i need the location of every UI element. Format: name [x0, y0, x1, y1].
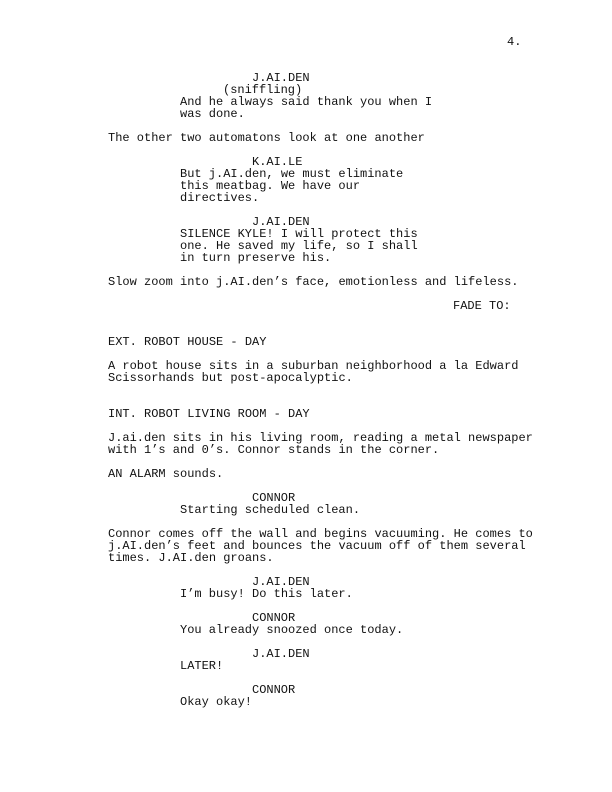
dialogue-line: And he always said thank you when I — [180, 95, 433, 109]
action-line: AN ALARM sounds. — [108, 467, 224, 481]
parenthetical: (sniffling) — [223, 83, 303, 97]
dialogue-line: But j.AI.den, we must eliminate — [180, 167, 404, 181]
dialogue-line: in turn preserve his. — [180, 251, 332, 265]
action-line: times. J.AI.den groans. — [108, 551, 274, 565]
action-line: Slow zoom into j.AI.den’s face, emotionless and lifeless. — [108, 275, 519, 289]
transition: FADE TO: — [453, 299, 511, 313]
action-line: J.ai.den sits in his living room, reading a metal newspaper — [108, 431, 533, 445]
dialogue-line: directives. — [180, 191, 260, 205]
dialogue-line: You already snoozed once today. — [180, 623, 404, 637]
dialogue-line: this meatbag. We have our — [180, 179, 361, 193]
action-line: A robot house sits in a suburban neighborhood a la Edward — [108, 359, 519, 373]
character-name: CONNOR — [252, 683, 296, 697]
scene-heading: INT. ROBOT LIVING ROOM - DAY — [108, 407, 310, 421]
dialogue-line: SILENCE KYLE! I will protect this — [180, 227, 418, 241]
page-number: 4. — [507, 35, 522, 49]
character-name: CONNOR — [252, 611, 296, 625]
character-name: CONNOR — [252, 491, 296, 505]
character-name: J.AI.DEN — [252, 575, 310, 589]
action-line: with 1’s and 0’s. Connor stands in the corner. — [108, 443, 440, 457]
character-name: K.AI.LE — [252, 155, 303, 169]
dialogue-line: Okay okay! — [180, 695, 253, 709]
action-line: j.AI.den’s feet and bounces the vacuum off of them several — [108, 539, 526, 553]
action-line: Scissorhands but post-apocalyptic. — [108, 371, 353, 385]
character-name: J.AI.DEN — [252, 71, 310, 85]
dialogue-line: LATER! — [180, 659, 224, 673]
dialogue-line: I’m busy! Do this later. — [180, 587, 353, 601]
dialogue-line: was done. — [180, 107, 245, 121]
action-line: Connor comes off the wall and begins vacuuming. He comes to — [108, 527, 533, 541]
dialogue-line: one. He saved my life, so I shall — [180, 239, 418, 253]
action-line: The other two automatons look at one another — [108, 131, 425, 145]
character-name: J.AI.DEN — [252, 647, 310, 661]
dialogue-line: Starting scheduled clean. — [180, 503, 361, 517]
scene-heading: EXT. ROBOT HOUSE - DAY — [108, 335, 267, 349]
character-name: J.AI.DEN — [252, 215, 310, 229]
